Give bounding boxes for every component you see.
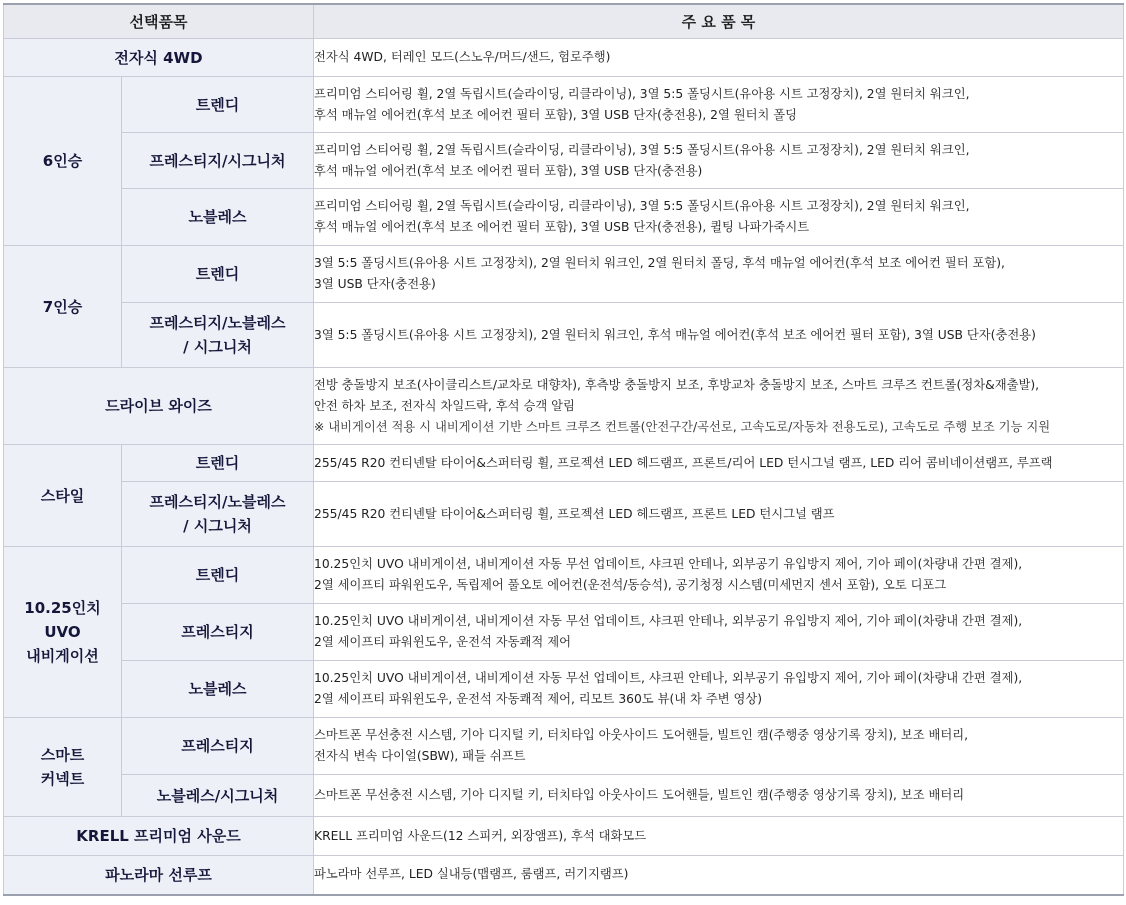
trim-style-trendy: 트렌디 [122, 445, 314, 482]
cat-line: 스마트 [40, 746, 85, 764]
option-name-krell: KRELL 프리미엄 사운드 [4, 817, 314, 856]
trim-line: 프레스티지/노블레스 [149, 493, 286, 511]
desc-line: 후석 매뉴얼 에어컨(후석 보조 에어컨 필터 포함), 3열 USB 단자(충전용) [314, 163, 703, 178]
trim-7seat-trendy: 트렌디 [122, 246, 314, 303]
option-desc-smart-prestige [314, 718, 1124, 775]
header-main-items: 주 요 품 목 [314, 4, 1124, 39]
option-name-smart-connect [4, 718, 122, 817]
desc-line: 프리미엄 스티어링 휠, 2열 독립시트(슬라이딩, 리클라이닝), 3열 5:5 폴딩시트(유아용 시트 고정장치), 2열 원터치 워크인, [314, 199, 970, 213]
desc-note: ※ 내비게이션 적용 시 내비게이션 기반 스마트 크루즈 컨트롤(안전구간/곡선로, 고속도로/자동차 전용도로), 고속도로 주행 보조 기능 지원 [314, 419, 1051, 434]
desc-line: 2열 세이프티 파워윈도우, 운전석 자동쾌적 제어 [314, 635, 571, 649]
table-row [4, 246, 1124, 303]
option-desc-panorama [314, 856, 1124, 895]
desc-line: 프리미엄 스티어링 휠, 2열 독립시트(슬라이딩, 리클라이닝), 3열 5:5 폴딩시트(유아용 시트 고정장치), 2열 원터치 워크인, [314, 86, 970, 101]
option-name-panorama: 파노라마 선루프 [4, 856, 314, 895]
option-desc-style-trendy [314, 445, 1124, 482]
desc-line: 전자식 변속 다이얼(SBW), 패들 쉬프트 [314, 749, 526, 763]
table-row [4, 817, 1124, 856]
desc-line: 전자식 4WD, 터레인 모드(스노우/머드/샌드, 험로주행) [314, 50, 611, 64]
option-desc-drive-wise [314, 368, 1124, 445]
desc-line: 안전 하차 보조, 전자식 차일드락, 후석 승객 알림 [314, 398, 575, 413]
option-name-4wd: 전자식 4WD [4, 39, 314, 77]
trim-6seat-prestige: 프레스티지/시그니처 [122, 133, 314, 189]
table-row [4, 39, 1124, 77]
trim-nav-noblesse: 노블레스 [122, 661, 314, 718]
option-desc-nav-noblesse [314, 661, 1124, 718]
table-header-row [4, 4, 1124, 39]
trim-line: / 시그니처 [183, 338, 252, 356]
desc-line: 255/45 R20 컨티넨탈 타이어&스퍼터링 휠, 프로젝션 LED 헤드램프, 프론트 LED 턴시그널 램프 [314, 506, 835, 521]
cat-line: 10.25인치 [24, 599, 101, 617]
option-name-7seat: 7인승 [4, 246, 122, 368]
desc-line: 2열 세이프티 파워윈도우, 독립제어 풀오토 에어컨(운전석/동승석), 공기청정 시스템(미세먼지 센서 포함), 오토 디포그 [314, 578, 947, 592]
desc-line: 스마트폰 무선충전 시스템, 기아 디지털 키, 터치타입 아웃사이드 도어핸들, 빌트인 캠(주행중 영상기록 장치), 보조 배터리 [314, 788, 965, 802]
table-row [4, 445, 1124, 482]
table-row [4, 547, 1124, 604]
cat-line: 커넥트 [40, 770, 85, 788]
options-table [3, 3, 1124, 896]
desc-line: 3열 5:5 폴딩시트(유아용 시트 고정장치), 2열 원터치 워크인, 2열 원터치 폴딩, 후석 매뉴얼 에어컨(후석 보조 에어컨 필터 포함), [314, 256, 1005, 270]
option-desc-nav-trendy [314, 547, 1124, 604]
trim-7seat-prestige [122, 303, 314, 368]
table-row [4, 604, 1124, 661]
cat-line: 내비게이션 [26, 647, 99, 665]
table-row [4, 189, 1124, 246]
option-name-navigation [4, 547, 122, 718]
desc-line: 255/45 R20 컨티넨탈 타이어&스퍼터링 휠, 프로젝션 LED 헤드램프, 프론트/리어 LED 턴시그널 램프, LED 리어 콤비네이션램프, 루프랙 [314, 455, 1053, 470]
desc-line: 프리미엄 스티어링 휠, 2열 독립시트(슬라이딩, 리클라이닝), 3열 5:5 폴딩시트(유아용 시트 고정장치), 2열 원터치 워크인, [314, 142, 970, 157]
option-desc-7seat-prestige [314, 303, 1124, 368]
option-name-style: 스타일 [4, 445, 122, 547]
table-row [4, 303, 1124, 368]
desc-line: 2열 세이프티 파워윈도우, 운전석 자동쾌적 제어, 리모트 360도 뷰(내 차 주변 영상) [314, 692, 763, 706]
option-desc-6seat-noblesse [314, 189, 1124, 246]
option-desc-style-prestige [314, 482, 1124, 547]
desc-line: 10.25인치 UVO 내비게이션, 내비게이션 자동 무선 업데이트, 샤크핀 안테나, 외부공기 유입방지 제어, 기아 페이(차량내 간편 결제), [314, 614, 1023, 628]
desc-line: 후석 매뉴얼 에어컨(후석 보조 에어컨 필터 포함), 3열 USB 단자(충전용), 2열 원터치 폴딩 [314, 107, 798, 122]
table-row [4, 133, 1124, 189]
option-desc-nav-prestige [314, 604, 1124, 661]
table-row [4, 718, 1124, 775]
option-desc-6seat-trendy [314, 77, 1124, 133]
table-row [4, 661, 1124, 718]
trim-line: / 시그니처 [183, 517, 252, 535]
trim-nav-prestige: 프레스티지 [122, 604, 314, 661]
desc-line: 전방 충돌방지 보조(사이클리스트/교차로 대향차), 후측방 충돌방지 보조, 후방교차 충돌방지 보조, 스마트 크루즈 컨트롤(정차&재출발), [314, 377, 1040, 392]
trim-line: 프레스티지/노블레스 [149, 314, 286, 332]
trim-smart-noblesse: 노블레스/시그니처 [122, 775, 314, 817]
option-desc-4wd [314, 39, 1124, 77]
option-desc-krell [314, 817, 1124, 856]
desc-line: 10.25인치 UVO 내비게이션, 내비게이션 자동 무선 업데이트, 샤크핀 안테나, 외부공기 유입방지 제어, 기아 페이(차량내 간편 결제), [314, 671, 1023, 685]
trim-6seat-noblesse: 노블레스 [122, 189, 314, 246]
desc-line: 10.25인치 UVO 내비게이션, 내비게이션 자동 무선 업데이트, 샤크핀 안테나, 외부공기 유입방지 제어, 기아 페이(차량내 간편 결제), [314, 557, 1023, 571]
desc-line: 3열 USB 단자(충전용) [314, 277, 436, 291]
desc-line: 후석 매뉴얼 에어컨(후석 보조 에어컨 필터 포함), 3열 USB 단자(충전용), 퀼팅 나파가죽시트 [314, 220, 810, 234]
table-row [4, 368, 1124, 445]
header-select-items: 선택품목 [4, 4, 314, 39]
trim-nav-trendy: 트렌디 [122, 547, 314, 604]
option-desc-smart-noblesse [314, 775, 1124, 817]
trim-smart-prestige: 프레스티지 [122, 718, 314, 775]
table-row [4, 775, 1124, 817]
cat-line: UVO [44, 623, 81, 641]
table-row [4, 77, 1124, 133]
table-row [4, 856, 1124, 895]
desc-line: 3열 5:5 폴딩시트(유아용 시트 고정장치), 2열 원터치 워크인, 후석 매뉴얼 에어컨(후석 보조 에어컨 필터 포함), 3열 USB 단자(충전용) [314, 327, 1036, 342]
option-desc-7seat-trendy [314, 246, 1124, 303]
option-desc-6seat-prestige [314, 133, 1124, 189]
desc-line: 스마트폰 무선충전 시스템, 기아 디지털 키, 터치타입 아웃사이드 도어핸들, 빌트인 캠(주행중 영상기록 장치), 보조 배터리, [314, 728, 969, 742]
trim-6seat-trendy: 트렌디 [122, 77, 314, 133]
table-row [4, 482, 1124, 547]
desc-line: 파노라마 선루프, LED 실내등(맵램프, 룸램프, 러기지램프) [314, 867, 629, 882]
trim-style-prestige [122, 482, 314, 547]
option-name-drive-wise: 드라이브 와이즈 [4, 368, 314, 445]
desc-line: KRELL 프리미엄 사운드(12 스피커, 외장앰프), 후석 대화모드 [314, 828, 647, 843]
option-name-6seat: 6인승 [4, 77, 122, 246]
